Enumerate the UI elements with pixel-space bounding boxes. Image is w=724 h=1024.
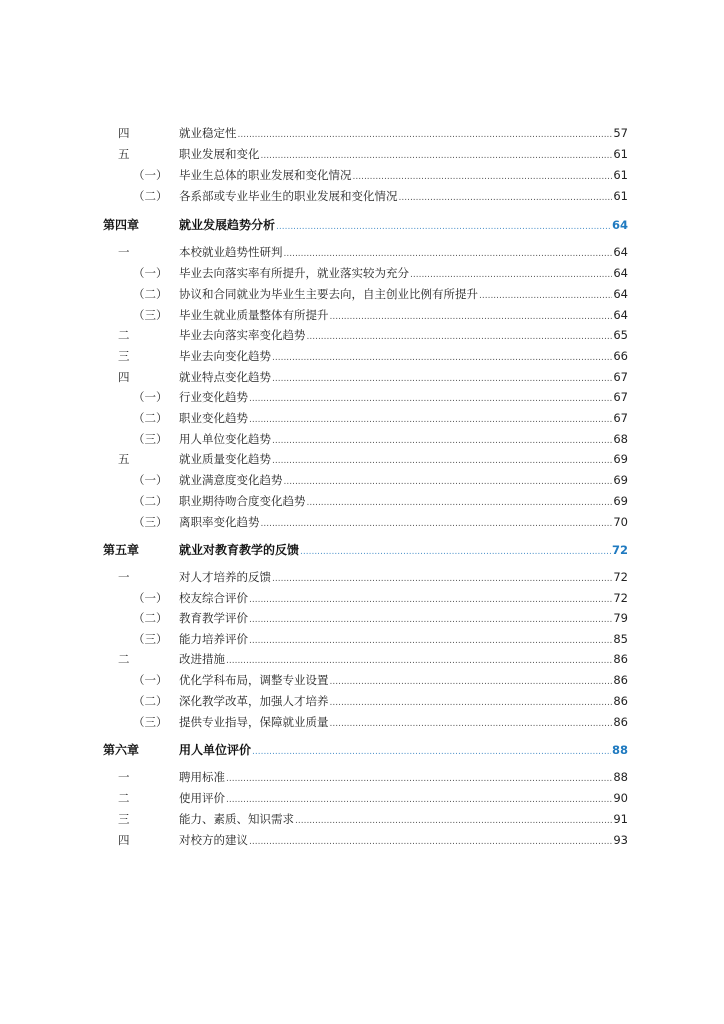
toc-entry-main <box>179 492 628 512</box>
toc-entry-title: 就业特点变化趋势 <box>179 370 271 384</box>
toc-entry-number: （一） <box>133 168 168 182</box>
dot-leader <box>249 411 612 429</box>
toc-entry-number: 五 <box>118 452 130 466</box>
toc-entry-page: 61 <box>613 189 628 203</box>
toc-entry[interactable] <box>103 713 628 731</box>
toc-entry[interactable] <box>103 831 628 849</box>
toc-entry-title: 毕业生总体的职业发展和变化情况 <box>179 168 352 182</box>
toc-entry-main <box>179 671 628 691</box>
dot-leader <box>300 543 611 561</box>
toc-entry-main <box>179 609 628 629</box>
toc-entry-main <box>179 471 628 491</box>
toc-entry-main <box>179 368 628 388</box>
toc-entry-page: 90 <box>613 791 628 805</box>
toc-entry-main <box>179 285 628 305</box>
toc-entry-number: 第六章 <box>103 743 140 757</box>
toc-chapter-entry[interactable] <box>103 541 628 559</box>
toc-entry-title: 深化教学改革，加强人才培养 <box>179 694 329 708</box>
toc-entry-number: 第四章 <box>103 218 140 232</box>
toc-entry[interactable] <box>103 671 628 689</box>
toc-entry-page: 61 <box>613 147 628 161</box>
toc-entry-main <box>179 450 628 470</box>
toc-entry-main <box>179 692 628 712</box>
toc-entry-page: 64 <box>611 218 628 232</box>
dot-leader <box>272 432 612 450</box>
toc-entry-main <box>179 650 628 670</box>
toc-entry-page: 67 <box>613 390 628 404</box>
toc-entry-title: 教育教学评价 <box>179 611 248 625</box>
toc-entry[interactable] <box>103 326 628 344</box>
toc-entry-main <box>179 216 628 236</box>
toc-entry-number: （一） <box>133 591 168 605</box>
toc-entry-title: 就业质量变化趋势 <box>179 452 271 466</box>
toc-entry[interactable] <box>103 692 628 710</box>
toc-entry-number: 第五章 <box>103 543 140 557</box>
toc-entry[interactable] <box>103 450 628 468</box>
toc-entry-main <box>179 713 628 733</box>
dot-leader <box>272 349 612 367</box>
toc-entry-page: 69 <box>613 452 628 466</box>
toc-entry-number: （三） <box>133 515 168 529</box>
dot-leader <box>272 370 612 388</box>
toc-entry-main <box>179 388 628 408</box>
toc-entry[interactable] <box>103 471 628 489</box>
toc-entry[interactable] <box>103 166 628 184</box>
toc-entry-number: （二） <box>133 287 168 301</box>
toc-entry-number: （二） <box>133 611 168 625</box>
toc-entry-page: 93 <box>613 833 628 847</box>
toc-entry-page: 65 <box>613 328 628 342</box>
toc-entry-title: 协议和合同就业为毕业生主要去向，自主创业比例有所提升 <box>179 287 478 301</box>
dot-leader <box>330 715 613 733</box>
toc-entry-page: 69 <box>613 494 628 508</box>
toc-entry[interactable] <box>103 430 628 448</box>
toc-entry-page: 64 <box>613 308 628 322</box>
toc-entry-page: 69 <box>613 473 628 487</box>
toc-entry-number: （二） <box>133 694 168 708</box>
toc-entry-title: 行业变化趋势 <box>179 390 248 404</box>
toc-entry-main <box>179 306 628 326</box>
dot-leader <box>249 833 612 851</box>
toc-entry-page: 88 <box>613 770 628 784</box>
toc-entry-title: 毕业去向变化趋势 <box>179 349 271 363</box>
toc-entry-title: 聘用标准 <box>179 770 225 784</box>
toc-entry-page: 91 <box>613 812 628 826</box>
toc-entry-title: 改进措施 <box>179 652 225 666</box>
dot-leader <box>330 694 613 712</box>
toc-chapter-entry[interactable] <box>103 216 628 234</box>
toc-entry-page: 66 <box>613 349 628 363</box>
toc-entry-page: 64 <box>613 266 628 280</box>
toc-entry[interactable] <box>103 768 628 786</box>
toc-entry-title: 能力、素质、知识需求 <box>179 812 294 826</box>
toc-entry-main <box>179 831 628 851</box>
toc-entry-title: 职业发展和变化 <box>179 147 260 161</box>
toc-entry-number: 二 <box>118 791 130 805</box>
toc-entry-number: （一） <box>133 390 168 404</box>
toc-entry-main <box>179 409 628 429</box>
toc-entry-main <box>179 568 628 588</box>
dot-leader <box>410 266 612 284</box>
dot-leader <box>261 515 613 533</box>
toc-entry-number: （一） <box>133 473 168 487</box>
toc-entry[interactable] <box>103 409 628 427</box>
toc-entry-title: 毕业生就业质量整体有所提升 <box>179 308 329 322</box>
dot-leader <box>330 673 613 691</box>
toc-entry-title: 毕业去向落实率有所提升，就业落实较为充分 <box>179 266 409 280</box>
toc-entry-number: 三 <box>118 812 130 826</box>
toc-entry[interactable] <box>103 124 628 142</box>
toc-entry[interactable] <box>103 388 628 406</box>
toc-entry-title: 毕业去向落实率变化趋势 <box>179 328 306 342</box>
toc-entry-number: 三 <box>118 349 130 363</box>
dot-leader <box>284 473 613 491</box>
toc-entry[interactable] <box>103 810 628 828</box>
toc-entry-title: 就业发展趋势分析 <box>179 218 276 232</box>
toc-chapter-entry[interactable] <box>103 741 628 759</box>
dot-leader <box>249 591 612 609</box>
toc-entry[interactable] <box>103 589 628 607</box>
toc-entry-main <box>179 768 628 788</box>
toc-entry[interactable] <box>103 243 628 261</box>
toc-entry-page: 79 <box>613 611 628 625</box>
dot-leader <box>330 308 613 326</box>
toc-entry-page: 72 <box>613 591 628 605</box>
toc-entry-page: 67 <box>613 370 628 384</box>
toc-entry-number: （三） <box>133 308 168 322</box>
toc-entry[interactable] <box>103 347 628 365</box>
toc-entry-main <box>179 513 628 533</box>
dot-leader <box>479 287 612 305</box>
toc-entry-page: 64 <box>613 245 628 259</box>
toc-entry-page: 61 <box>613 168 628 182</box>
dot-leader <box>295 812 612 830</box>
toc-entry-title: 就业满意度变化趋势 <box>179 473 283 487</box>
toc-entry-title: 就业对教育教学的反馈 <box>179 543 300 557</box>
dot-leader <box>238 126 613 144</box>
dot-leader <box>276 218 611 236</box>
toc-entry-main <box>179 810 628 830</box>
toc-entry-page: 86 <box>613 694 628 708</box>
toc-entry-number: 四 <box>118 370 130 384</box>
toc-entry-page: 88 <box>611 743 628 757</box>
toc-entry-number: 一 <box>118 770 130 784</box>
toc-entry-number: （三） <box>133 432 168 446</box>
toc-entry-main <box>179 145 628 165</box>
toc-entry[interactable] <box>103 368 628 386</box>
toc-entry-title: 用人单位评价 <box>179 743 252 757</box>
toc-entry-number: （三） <box>133 632 168 646</box>
toc-entry[interactable] <box>103 264 628 282</box>
toc-entry-page: 86 <box>613 715 628 729</box>
toc-entry-title: 就业稳定性 <box>179 126 237 140</box>
dot-leader <box>399 189 613 207</box>
toc-entry-main <box>179 630 628 650</box>
toc-entry-page: 67 <box>613 411 628 425</box>
toc-entry-number: （一） <box>133 673 168 687</box>
toc-entry-number: 二 <box>118 652 130 666</box>
toc-entry-number: 一 <box>118 570 130 584</box>
toc-entry-page: 85 <box>613 632 628 646</box>
dot-leader <box>226 652 612 670</box>
toc-entry-title: 职业期待吻合度变化趋势 <box>179 494 306 508</box>
toc-entry[interactable] <box>103 285 628 303</box>
dot-leader <box>307 494 613 512</box>
toc-entry[interactable] <box>103 568 628 586</box>
toc-entry-main <box>179 124 628 144</box>
toc-entry-number: 一 <box>118 245 130 259</box>
toc-entry-number: 四 <box>118 833 130 847</box>
toc-entry-page: 64 <box>613 287 628 301</box>
dot-leader <box>249 632 612 650</box>
dot-leader <box>226 770 612 788</box>
dot-leader <box>353 168 613 186</box>
toc-entry-main <box>179 243 628 263</box>
dot-leader <box>284 245 613 263</box>
toc-entry-main <box>179 166 628 186</box>
toc-entry-number: 四 <box>118 126 130 140</box>
dot-leader <box>252 743 611 761</box>
toc-entry[interactable] <box>103 513 628 531</box>
toc-entry-title: 使用评价 <box>179 791 225 805</box>
toc-entry-title: 职业变化趋势 <box>179 411 248 425</box>
dot-leader <box>226 791 612 809</box>
toc-entry-title: 对人才培养的反馈 <box>179 570 271 584</box>
toc-entry[interactable] <box>103 306 628 324</box>
toc-entry-number: （三） <box>133 715 168 729</box>
toc-entry-main <box>179 187 628 207</box>
dot-leader <box>261 147 613 165</box>
toc-entry-main <box>179 430 628 450</box>
toc-entry-main <box>179 741 628 761</box>
toc-entry[interactable] <box>103 789 628 807</box>
toc-entry-page: 70 <box>613 515 628 529</box>
toc-entry-main <box>179 326 628 346</box>
toc-entry-number: （二） <box>133 189 168 203</box>
toc-entry[interactable] <box>103 650 628 668</box>
toc-entry[interactable] <box>103 609 628 627</box>
toc-entry[interactable] <box>103 630 628 648</box>
toc-entry-number: （二） <box>133 494 168 508</box>
toc-entry-page: 72 <box>611 543 628 557</box>
toc-entry-number: （一） <box>133 266 168 280</box>
toc-entry-main <box>179 541 628 561</box>
toc-entry-title: 优化学科布局，调整专业设置 <box>179 673 329 687</box>
toc-entry-title: 校友综合评价 <box>179 591 248 605</box>
dot-leader <box>249 611 612 629</box>
toc-entry[interactable] <box>103 145 628 163</box>
toc-entry-main <box>179 589 628 609</box>
toc-entry-page: 72 <box>613 570 628 584</box>
toc-entry-title: 本校就业趋势性研判 <box>179 245 283 259</box>
toc-entry-page: 57 <box>613 126 628 140</box>
dot-leader <box>272 452 612 470</box>
toc-entry-title: 提供专业指导，保障就业质量 <box>179 715 329 729</box>
toc-entry-page: 68 <box>613 432 628 446</box>
dot-leader <box>307 328 613 346</box>
toc-entry-number: 二 <box>118 328 130 342</box>
toc-entry-title: 离职率变化趋势 <box>179 515 260 529</box>
toc-entry-main <box>179 789 628 809</box>
toc-entry[interactable] <box>103 187 628 205</box>
dot-leader <box>249 390 612 408</box>
toc-entry-main <box>179 264 628 284</box>
toc-entry-page: 86 <box>613 673 628 687</box>
dot-leader <box>272 570 612 588</box>
toc-entry-title: 各系部或专业毕业生的职业发展和变化情况 <box>179 189 398 203</box>
toc-entry-title: 用人单位变化趋势 <box>179 432 271 446</box>
toc-entry-title: 对校方的建议 <box>179 833 248 847</box>
toc-entry-title: 能力培养评价 <box>179 632 248 646</box>
toc-entry-number: 五 <box>118 147 130 161</box>
toc-entry-number: （二） <box>133 411 168 425</box>
toc-entry-main <box>179 347 628 367</box>
toc-entry[interactable] <box>103 492 628 510</box>
toc-entry-page: 86 <box>613 652 628 666</box>
